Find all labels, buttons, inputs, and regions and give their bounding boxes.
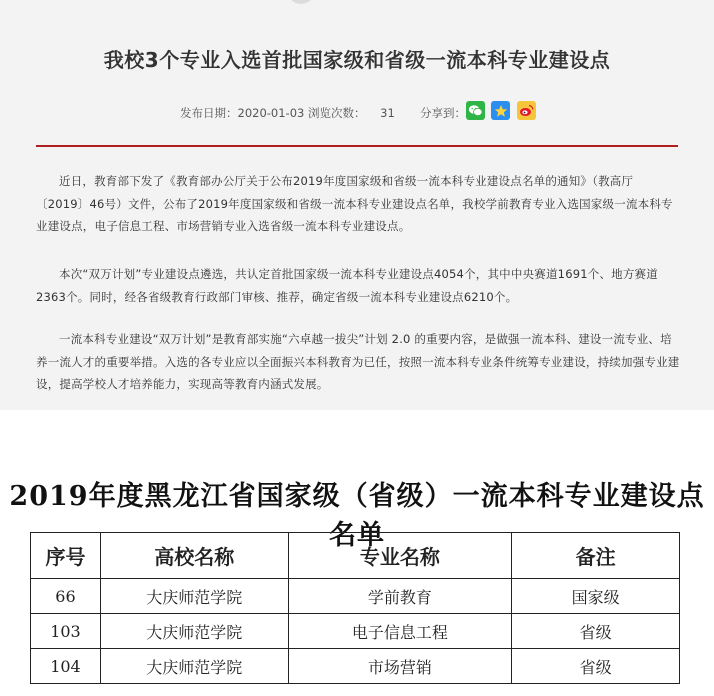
column-header: 备注 bbox=[512, 533, 680, 579]
column-header: 高校名称 bbox=[100, 533, 288, 579]
table-row bbox=[31, 579, 680, 614]
column-header: 专业名称 bbox=[288, 533, 512, 579]
column-header: 序号 bbox=[31, 533, 101, 579]
roster-table bbox=[30, 532, 680, 684]
table-cell: 104 bbox=[31, 649, 101, 684]
wechat-icon[interactable] bbox=[466, 101, 485, 120]
table-cell: 大庆师范学院 bbox=[100, 614, 288, 649]
weibo-icon[interactable] bbox=[517, 101, 536, 120]
page-title: 我校3个专业入选首批国家级和省级一流本科专业建设点 bbox=[103, 48, 611, 72]
table-row bbox=[31, 649, 680, 684]
table-cell: 66 bbox=[31, 579, 101, 614]
title-divider bbox=[36, 145, 678, 147]
qzone-icon[interactable] bbox=[491, 101, 510, 120]
table-header-row bbox=[31, 533, 680, 579]
article-paragraph: 一流本科专业建设“双万计划”是教育部实施“六卓越一拔尖”计划 2.0 的重要内容，是做强一流本科、建设一流专业、培养一流人才的重要举措。入选的各专业应以全面振兴本科教育为已任，按照一流本科专业条件统筹专业建设，持续加强专业建设，提高学校人才培养能力，实现高等教育内涵式发展。 bbox=[36, 332, 680, 391]
article-meta bbox=[0, 101, 714, 123]
share-label: 分享到： bbox=[420, 106, 466, 120]
publish-date: 发布日期：2020-01-03 bbox=[180, 106, 305, 120]
table-cell: 103 bbox=[31, 614, 101, 649]
article-paragraph: 本次“双万计划”专业建设点遴选，共认定首批国家级一流本科专业建设点4054个，其中中央赛道1691个、地方赛道2363个。同时，经各省级教育行政部门审核、推荐，确定省级一流本科专业建设点6210个。 bbox=[36, 267, 658, 304]
table-cell: 市场营销 bbox=[288, 649, 512, 684]
table-cell: 学前教育 bbox=[288, 579, 512, 614]
top-decoration bbox=[287, 0, 315, 4]
table-cell: 大庆师范学院 bbox=[100, 579, 288, 614]
table-cell: 省级 bbox=[512, 614, 680, 649]
table-row bbox=[31, 614, 680, 649]
view-count: 浏览次数： 31 bbox=[308, 106, 395, 120]
table-cell: 国家级 bbox=[512, 579, 680, 614]
article-paragraph: 近日，教育部下发了《教育部办公厅关于公布2019年度国家级和省级一流本科专业建设点名单的通知》（教高厅〔2019〕46号）文件，公布了2019年度国家级和省级一流本科专业建设点名单，我校学前教育专业入选国家级一流本科专业建设点，电子信息工程、市场营销专业入选省级一流本科专业建设点。 bbox=[36, 174, 673, 233]
roster-title: 2019年度黑龙江省国家级（省级）一流本科专业建设点名单 bbox=[9, 481, 705, 551]
table-cell: 大庆师范学院 bbox=[100, 649, 288, 684]
table-cell: 电子信息工程 bbox=[288, 614, 512, 649]
table-cell: 省级 bbox=[512, 649, 680, 684]
